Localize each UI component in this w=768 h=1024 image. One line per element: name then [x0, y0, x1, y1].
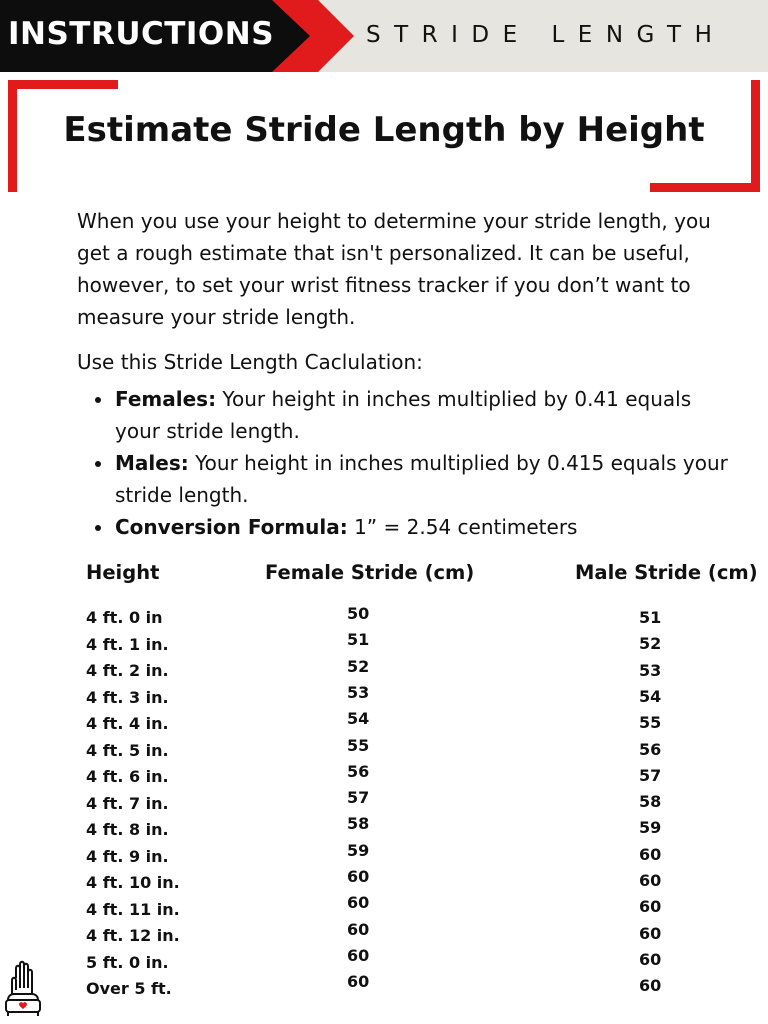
- height-cell: 4 ft. 11 in.: [86, 899, 180, 919]
- female-cell: 57: [347, 788, 370, 808]
- height-cell: 4 ft. 9 in.: [86, 846, 169, 866]
- height-cell: Over 5 ft.: [86, 979, 172, 998]
- height-cell: 4 ft. 1 in.: [86, 634, 169, 654]
- formula-item-males: [93, 447, 733, 511]
- page-title: Estimate Stride Length by Height: [63, 110, 705, 150]
- female-cell: 60: [347, 893, 370, 913]
- female-cell: 55: [347, 735, 370, 755]
- female-cell: 60: [347, 867, 370, 886]
- male-cell: 60: [639, 871, 662, 890]
- female-cell: 54: [347, 709, 370, 729]
- height-cell: 4 ft. 5 in.: [86, 740, 169, 760]
- female-cell: 53: [347, 682, 370, 702]
- female-cell: 51: [347, 630, 370, 650]
- formula-text: Your height in inches multiplied by 0.41 equals your stride length.: [115, 387, 692, 443]
- male-cell: 60: [639, 844, 662, 864]
- female-cell: 59: [347, 840, 370, 860]
- hand-wristband-heart-icon: [2, 956, 46, 1022]
- female-cell: 60: [347, 972, 370, 992]
- male-cell: 52: [639, 634, 662, 654]
- formula-label: Conversion Formula:: [115, 515, 348, 539]
- male-cell: 57: [639, 765, 662, 785]
- male-cell: 54: [639, 686, 662, 706]
- column-header-male-stride: Male Stride (cm): [575, 561, 758, 584]
- male-cell: 60: [639, 949, 662, 969]
- male-cell: 60: [639, 897, 662, 917]
- formula-label: Females:: [115, 387, 217, 411]
- height-cell: 4 ft. 2 in.: [86, 661, 169, 680]
- column-header-female-stride: Female Stride (cm): [265, 561, 475, 584]
- bracket-top-left-horizontal: [8, 80, 118, 89]
- formula-item-females: [93, 383, 733, 447]
- formula-list: [93, 383, 733, 543]
- height-cell: 4 ft. 4 in.: [86, 714, 169, 733]
- instructions-tag: INSTRUCTIONS: [8, 16, 275, 52]
- male-cell: 60: [639, 976, 662, 996]
- male-cell: 59: [639, 818, 662, 838]
- height-cell: 4 ft. 0 in: [86, 608, 163, 627]
- male-cell: 58: [639, 792, 662, 812]
- male-cell: 55: [639, 713, 662, 733]
- height-cell: 4 ft. 7 in.: [86, 793, 169, 813]
- height-cell: 4 ft. 6 in.: [86, 767, 169, 786]
- intro-paragraph: When you use your height to determine your stride length, you get a rough estimate that isn't personalized. It can be useful, however, to set your wrist fitness tracker if you don’t want to measure your stride length.: [77, 209, 711, 329]
- formula-text: 1” = 2.54 centimeters: [347, 515, 578, 539]
- female-cell: 60: [347, 919, 370, 939]
- female-cell: 58: [347, 814, 370, 834]
- bracket-bottom-right-horizontal: [650, 183, 760, 192]
- height-cell: 4 ft. 12 in.: [86, 926, 180, 945]
- female-cell: 60: [347, 945, 370, 965]
- female-cell: 56: [347, 761, 370, 781]
- formula-label: Males:: [115, 451, 189, 475]
- female-cell: 52: [347, 656, 370, 676]
- male-cell: 51: [639, 608, 662, 627]
- male-cell: 53: [639, 660, 662, 680]
- calculation-intro: Use this Stride Length Caclulation:: [77, 350, 423, 374]
- height-cell: 4 ft. 3 in.: [86, 687, 169, 707]
- height-cell: 4 ft. 10 in.: [86, 873, 180, 892]
- height-cell: 5 ft. 0 in.: [86, 952, 169, 972]
- column-header-height: Height: [86, 561, 160, 584]
- top-banner: [0, 0, 768, 72]
- male-cell: 56: [639, 739, 662, 759]
- section-subtitle: STRIDE LENGTH: [366, 22, 726, 48]
- formula-text: Your height in inches multiplied by 0.415 equals your stride length.: [115, 451, 728, 507]
- height-cell: 4 ft. 8 in.: [86, 820, 169, 839]
- formula-item-conversion: [93, 511, 733, 543]
- female-cell: 50: [347, 604, 370, 623]
- male-cell: 60: [639, 923, 662, 943]
